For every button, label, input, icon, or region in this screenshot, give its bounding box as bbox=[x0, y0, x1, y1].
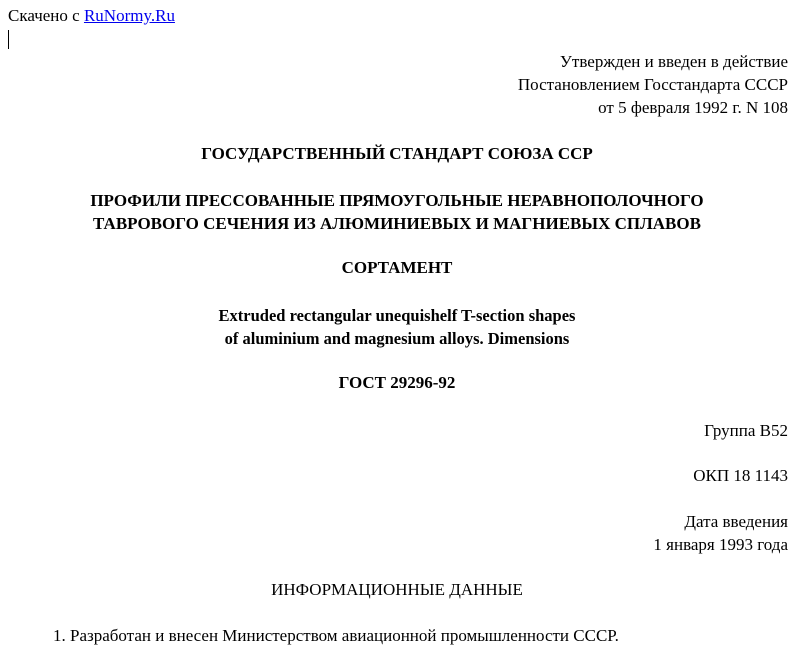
introduction-date-value: 1 января 1993 года bbox=[653, 535, 788, 554]
english-title-line: Extruded rectangular unequishelf T-section shapes bbox=[218, 306, 576, 325]
assortment-heading: СОРТАМЕНТ bbox=[341, 258, 453, 277]
gost-number: ГОСТ 29296-92 bbox=[338, 373, 456, 392]
approval-line: от 5 февраля 1992 г. N 108 bbox=[598, 98, 788, 117]
introduction-date bbox=[653, 510, 788, 556]
source-prefix: Скачено с bbox=[8, 6, 80, 25]
introduction-date-label: Дата введения bbox=[684, 512, 788, 531]
info-heading: ИНФОРМАЦИОННЫЕ ДАННЫЕ bbox=[271, 580, 523, 599]
approval-line: Постановлением Госстандарта СССР bbox=[517, 75, 788, 94]
list-item: 1. Разработан и внесен Министерством авиационной промышленности СССР. bbox=[53, 626, 619, 645]
english-title-line: of aluminium and magnesium alloys. Dimensions bbox=[224, 329, 570, 348]
approval-block bbox=[518, 50, 788, 119]
group-code: Группа В52 bbox=[704, 421, 788, 440]
approval-line: Утвержден и введен в действие bbox=[559, 52, 788, 71]
document-title-line: ПРОФИЛИ ПРЕССОВАННЫЕ ПРЯМОУГОЛЬНЫЕ НЕРАВНОПОЛОЧНОГО bbox=[90, 191, 704, 210]
document-title-line: ТАВРОВОГО СЕЧЕНИЯ ИЗ АЛЮМИНИЕВЫХ И МАГНИЕВЫХ СПЛАВОВ bbox=[93, 214, 701, 233]
text-cursor bbox=[8, 30, 9, 49]
document-title bbox=[0, 189, 794, 235]
source-line bbox=[8, 6, 175, 26]
state-standard-heading: ГОСУДАРСТВЕННЫЙ СТАНДАРТ СОЮЗА ССР bbox=[201, 144, 593, 163]
english-title bbox=[0, 304, 794, 350]
okp-code: ОКП 18 1143 bbox=[693, 466, 788, 485]
source-link[interactable]: RuNormy.Ru bbox=[83, 6, 175, 25]
